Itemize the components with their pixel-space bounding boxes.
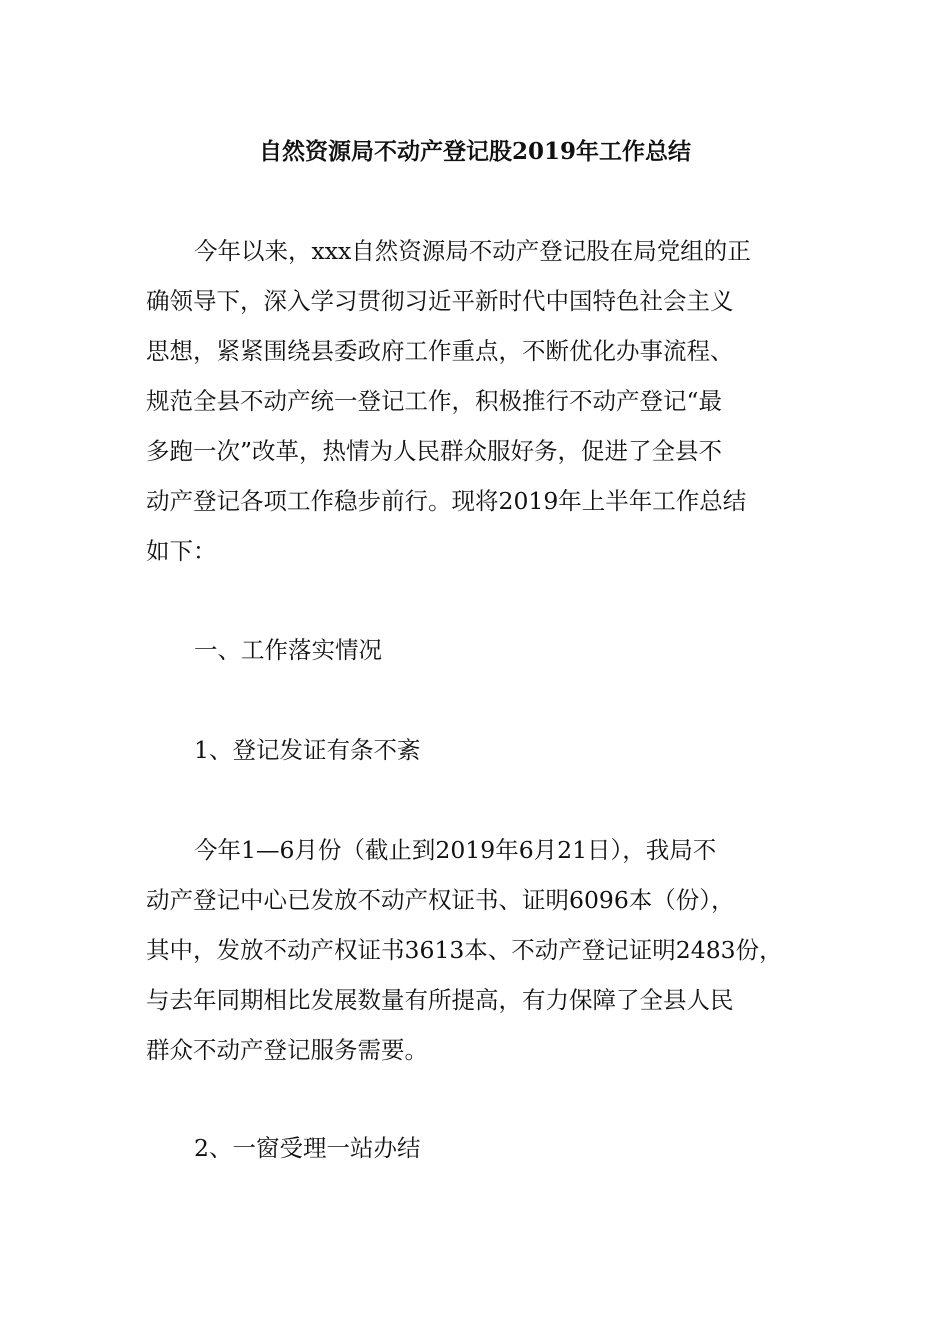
- item-1-line: 今年1—6月份（截止到2019年6月21日），我局不: [194, 836, 717, 864]
- intro-line: 今年以来，xxx自然资源局不动产登记股在局党组的正: [194, 237, 751, 265]
- intro-line: 动产登记各项工作稳步前行。现将2019年上半年工作总结: [146, 487, 747, 515]
- intro-line: 思想，紧紧围绕县委政府工作重点，不断优化办事流程、: [146, 337, 734, 365]
- item-1-heading: 1、登记发证有条不紊: [194, 736, 421, 764]
- item-1-line: 群众不动产登记服务需要。: [146, 1036, 428, 1064]
- intro-line: 多跑一次”改革，热情为人民群众服好务，促进了全县不: [146, 437, 723, 465]
- item-2-heading: 2、一窗受理一站办结: [194, 1134, 421, 1162]
- intro-line: 如下：: [146, 537, 217, 565]
- intro-line: 确领导下，深入学习贯彻习近平新时代中国特色社会主义: [146, 287, 734, 315]
- item-1-line: 与去年同期相比发展数量有所提高，有力保障了全县人民: [146, 986, 734, 1014]
- item-1-paragraph: [146, 825, 816, 1075]
- section-1-heading: 一、工作落实情况: [194, 636, 382, 664]
- document-title: 自然资源局不动产登记股2019年工作总结: [258, 138, 691, 165]
- intro-paragraph: [146, 226, 816, 576]
- intro-line: 规范全县不动产统一登记工作，积极推行不动产登记“最: [146, 387, 723, 415]
- item-1-line: 其中，发放不动产权证书3613本、不动产登记证明2483份，: [146, 936, 783, 964]
- item-1-line: 动产登记中心已发放不动产权证书、证明6096本（份），: [146, 886, 735, 914]
